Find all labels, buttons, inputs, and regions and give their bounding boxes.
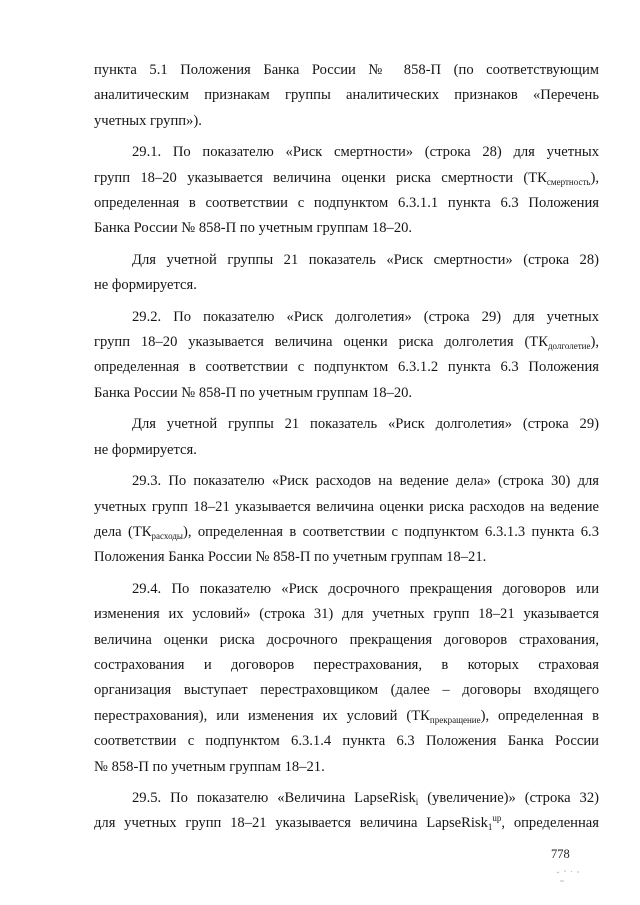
text-line: 29.2. По показателю «Риск долголетия» (строка 29) для учетных [132,308,599,325]
text-segment: групп 18–20 указывается величина оценки риска смертности (ТК [94,169,547,186]
text-line [94,811,599,836]
text-line: величина оценки риска досрочного прекращения договоров страхования, [94,631,599,648]
paragraph-group-21-longevity [94,412,599,463]
text-segment: групп 18–20 указывается величина оценки риска долголетия (ТК [94,334,548,351]
subscript: прекращение [429,714,481,725]
text-line [94,704,599,729]
subscript: смертность [546,176,591,187]
text-line: учетных групп»). [94,112,202,129]
subscript: 1 [487,822,493,833]
text-line: № 858-П по учетным группам 18–21. [94,758,325,775]
text-segment: , определенная [501,815,599,832]
text-segment: перестрахования), или изменения их условий (ТК [94,707,430,724]
text-line: Для учетной группы 21 показатель «Риск долголетия» (строка 29) [132,416,599,433]
text-line: Банка России № 858-П по учетным группам 18–20. [94,220,413,237]
text-segment: ), определенная в [480,707,599,724]
text-line: определенная в соответствии с подпунктом 6.3.1.1 пункта 6.3 Положения [94,195,599,212]
text-line: Банка России № 858-П по учетным группам 18–20. [94,384,413,401]
text-line: Положения Банка России № 858-П по учетным группам 18–21. [94,549,487,566]
text-line: не формируется. [94,441,197,458]
subscript: i [415,796,419,807]
text-segment: ), [590,334,599,351]
text-line: соответствии с подпунктом 6.3.1.4 пункта 6.3 Положения Банка России [94,733,599,750]
paragraph-29-1 [94,140,599,242]
text-line: пункта 5.1 Положения Банка России № 858-П (по соответствующим [94,62,599,78]
paragraph-intro [94,58,599,134]
paragraph-29-5 [94,786,599,837]
superscript: up [492,813,502,824]
text-line [94,330,599,355]
paragraph-29-3 [94,469,599,571]
page-number: 778 [551,847,570,861]
text-segment: дела (ТК [94,523,152,540]
text-line: Для учетной группы 21 показатель «Риск смертности» (строка 28) [132,251,599,268]
scan-artifact-marks [555,868,585,886]
text-segment: ), [590,169,599,186]
text-segment: для учетных групп 18–21 указывается величина LapseRisk [94,815,488,832]
text-line: аналитическим признакам группы аналитических признаков «Перечень [94,87,599,104]
document-page [94,58,599,837]
text-line: сострахования и договоров перестрахования, в которых страховая [94,656,599,673]
text-segment: (увеличение)» (строка 32) [418,789,599,806]
text-line: определенная в соответствии с подпунктом 6.3.1.2 пункта 6.3 Положения [94,359,599,376]
paragraph-29-2 [94,305,599,407]
paragraph-group-21-mortality [94,248,599,299]
text-line: 29.3. По показателю «Риск расходов на ведение дела» (строка 30) для [132,473,599,490]
paragraph-29-4 [94,577,599,780]
text-line: 29.4. По показателю «Риск досрочного прекращения договоров или [132,580,599,597]
text-line: изменения их условий» (строка 31) для учетных групп 18–21 указывается [94,606,599,623]
text-line: 29.1. По показателю «Риск смертности» (строка 28) для учетных [132,144,599,161]
subscript: расходы [151,530,183,541]
text-line: учетных групп 18–21 указывается величина оценки риска расходов на ведение [94,498,599,515]
text-line [94,520,599,545]
text-line: организация выступает перестраховщиком (далее – договоры входящего [94,682,599,699]
text-line [94,786,599,811]
text-segment: 29.5. По показателю «Величина LapseRisk [132,789,416,806]
text-line [94,166,599,191]
text-line: не формируется. [94,277,197,294]
text-segment: ), определенная в соответствии с подпунктом 6.3.1.3 пункта 6.3 [182,523,599,540]
subscript: долголетие [547,341,591,352]
